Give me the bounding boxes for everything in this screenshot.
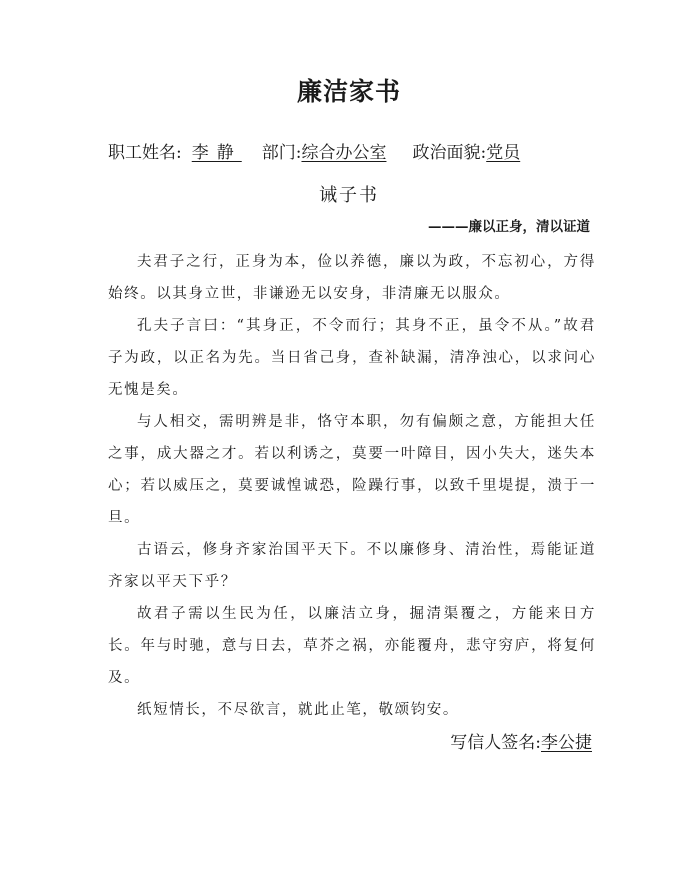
staff-info-row xyxy=(108,138,598,163)
political-status-label: 政治面貌: xyxy=(412,143,487,163)
name-label: 职工姓名: xyxy=(108,143,182,163)
name-value: 李静 xyxy=(191,143,242,163)
paragraph: 古语云，修身齐家治国平天下。不以廉修身、清治性，焉能证道齐家以平天下乎？ xyxy=(108,542,596,590)
signature-value: 李公捷 xyxy=(541,733,592,753)
letter-motto: ———廉以正身，清以证道 xyxy=(428,219,590,235)
department-label: 部门: xyxy=(261,143,302,163)
paragraph: 纸短情长，不尽欲言，就此止笔，敬颂钧安。 xyxy=(137,702,459,718)
department-value: 综合办公室 xyxy=(301,143,387,163)
political-status-value: 党员 xyxy=(486,143,521,163)
document-title: 廉洁家书 xyxy=(296,77,401,106)
paragraph: 故君子需以生民为任，以廉洁立身，掘清渠覆之，方能来日方长。年与时驰，意与日去，草芥之祸，亦能覆舟，悲守穷庐，将复何及。 xyxy=(108,606,596,686)
paragraph: 与人相交，需明辨是非，恪守本职，勿有偏颇之意，方能担大任之事，成大器之才。若以利诱之，莫要一叶障目，因小失大，迷失本心；若以威压之，莫要诚惶诚恐，险躁行事，以致千里堤提，溃于一旦。 xyxy=(108,414,596,526)
letter-body xyxy=(108,246,596,726)
signature-label: 写信人签名: xyxy=(450,733,541,753)
signature-row xyxy=(380,728,592,753)
paragraph: 孔夫子言曰：“其身正，不令而行；其身不正，虽令不从。”故君子为政，以正名为先。当日省己身，查补缺漏，清净浊心，以求问心无愧是矣。 xyxy=(108,318,596,398)
paragraph: 夫君子之行，正身为本，俭以养德，廉以为政，不忘初心，方得始终。以其身立世，非谦逊无以安身，非清廉无以服众。 xyxy=(108,254,596,302)
letter-title: 诫子书 xyxy=(319,185,379,206)
